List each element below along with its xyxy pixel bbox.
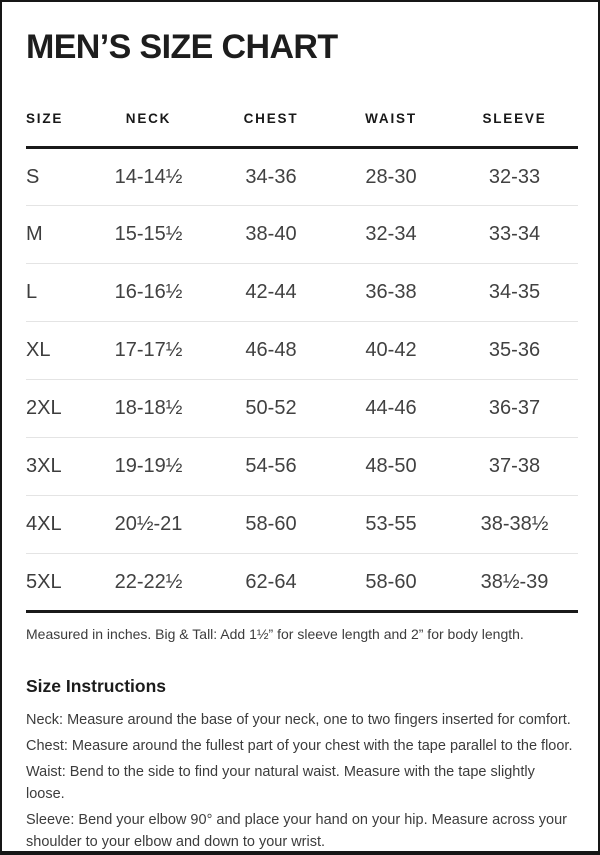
page-title: MEN’S SIZE CHART (26, 28, 338, 66)
cell-chest: 62-64 (211, 554, 331, 612)
size-chart-body (26, 148, 578, 612)
size-row-s (26, 148, 578, 206)
col-header-chest: CHEST (211, 78, 331, 148)
cell-chest: 38-40 (211, 206, 331, 264)
cell-size: 2XL (26, 380, 86, 438)
cell-size: 4XL (26, 496, 86, 554)
size-row-2xl (26, 380, 578, 438)
cell-sleeve: 32-33 (488, 165, 541, 188)
size-row-m (26, 206, 578, 264)
instruction-chest: Chest: Measure around the fullest part of your chest with the tape parallel to the floor. (26, 738, 573, 754)
cell-size: 5XL (26, 554, 86, 612)
cell-sleeve: 35-36 (451, 322, 578, 380)
cell-size: S (26, 165, 40, 188)
cell-waist: 32-34 (331, 206, 451, 264)
cell-waist: 44-46 (331, 380, 451, 438)
cell-chest: 34-36 (245, 165, 297, 188)
size-chart-table (26, 78, 578, 613)
cell-sleeve: 37-38 (451, 438, 578, 496)
size-row-5xl (26, 554, 578, 612)
size-instructions-heading: Size Instructions (26, 676, 167, 696)
size-row-l (26, 264, 578, 322)
instruction-neck: Neck: Measure around the base of your neck, one to two fingers inserted for comfort. (26, 712, 571, 728)
col-header-sleeve: SLEEVE (451, 78, 578, 148)
cell-waist: 40-42 (331, 322, 451, 380)
cell-waist: 58-60 (331, 554, 451, 612)
cell-waist: 53-55 (331, 496, 451, 554)
cell-neck: 17-17½ (86, 322, 211, 380)
measurement-footnote: Measured in inches. Big & Tall: Add 1½” for sleeve length and 2” for body length. (26, 626, 524, 642)
instruction-sleeve: Sleeve: Bend your elbow 90° and place your hand on your hip. Measure across your shoulder to your elbow and down to your wrist. (26, 812, 568, 850)
cell-waist: 36-38 (331, 264, 451, 322)
col-header-waist: WAIST (331, 78, 451, 148)
cell-size: XL (26, 322, 86, 380)
cell-sleeve: 36-37 (451, 380, 578, 438)
cell-chest: 58-60 (211, 496, 331, 554)
cell-neck: 18-18½ (86, 380, 211, 438)
instruction-waist: Waist: Bend to the side to find your natural waist. Measure with the tape slightly loose. (26, 764, 535, 802)
size-chart-header (26, 78, 578, 148)
col-header-neck: NECK (86, 78, 211, 148)
cell-chest: 50-52 (211, 380, 331, 438)
cell-waist: 48-50 (331, 438, 451, 496)
size-row-xl (26, 322, 578, 380)
cell-sleeve: 38-38½ (451, 496, 578, 554)
cell-chest: 54-56 (211, 438, 331, 496)
cell-size: 3XL (26, 438, 86, 496)
cell-neck: 15-15½ (86, 206, 211, 264)
cell-size: L (26, 264, 86, 322)
col-header-size: SIZE (26, 78, 86, 148)
cell-sleeve: 38½-39 (451, 554, 578, 612)
cell-neck: 19-19½ (86, 438, 211, 496)
header-row (26, 78, 578, 148)
cell-chest: 42-44 (211, 264, 331, 322)
cell-neck: 14-14½ (114, 165, 183, 188)
cell-neck: 22-22½ (86, 554, 211, 612)
cell-waist: 28-30 (365, 165, 417, 188)
cell-chest: 46-48 (211, 322, 331, 380)
size-row-3xl (26, 438, 578, 496)
cell-sleeve: 34-35 (451, 264, 578, 322)
cell-neck: 16-16½ (86, 264, 211, 322)
size-row-4xl (26, 496, 578, 554)
cell-neck: 20½-21 (86, 496, 211, 554)
cell-sleeve: 33-34 (451, 206, 578, 264)
cell-size: M (26, 206, 86, 264)
